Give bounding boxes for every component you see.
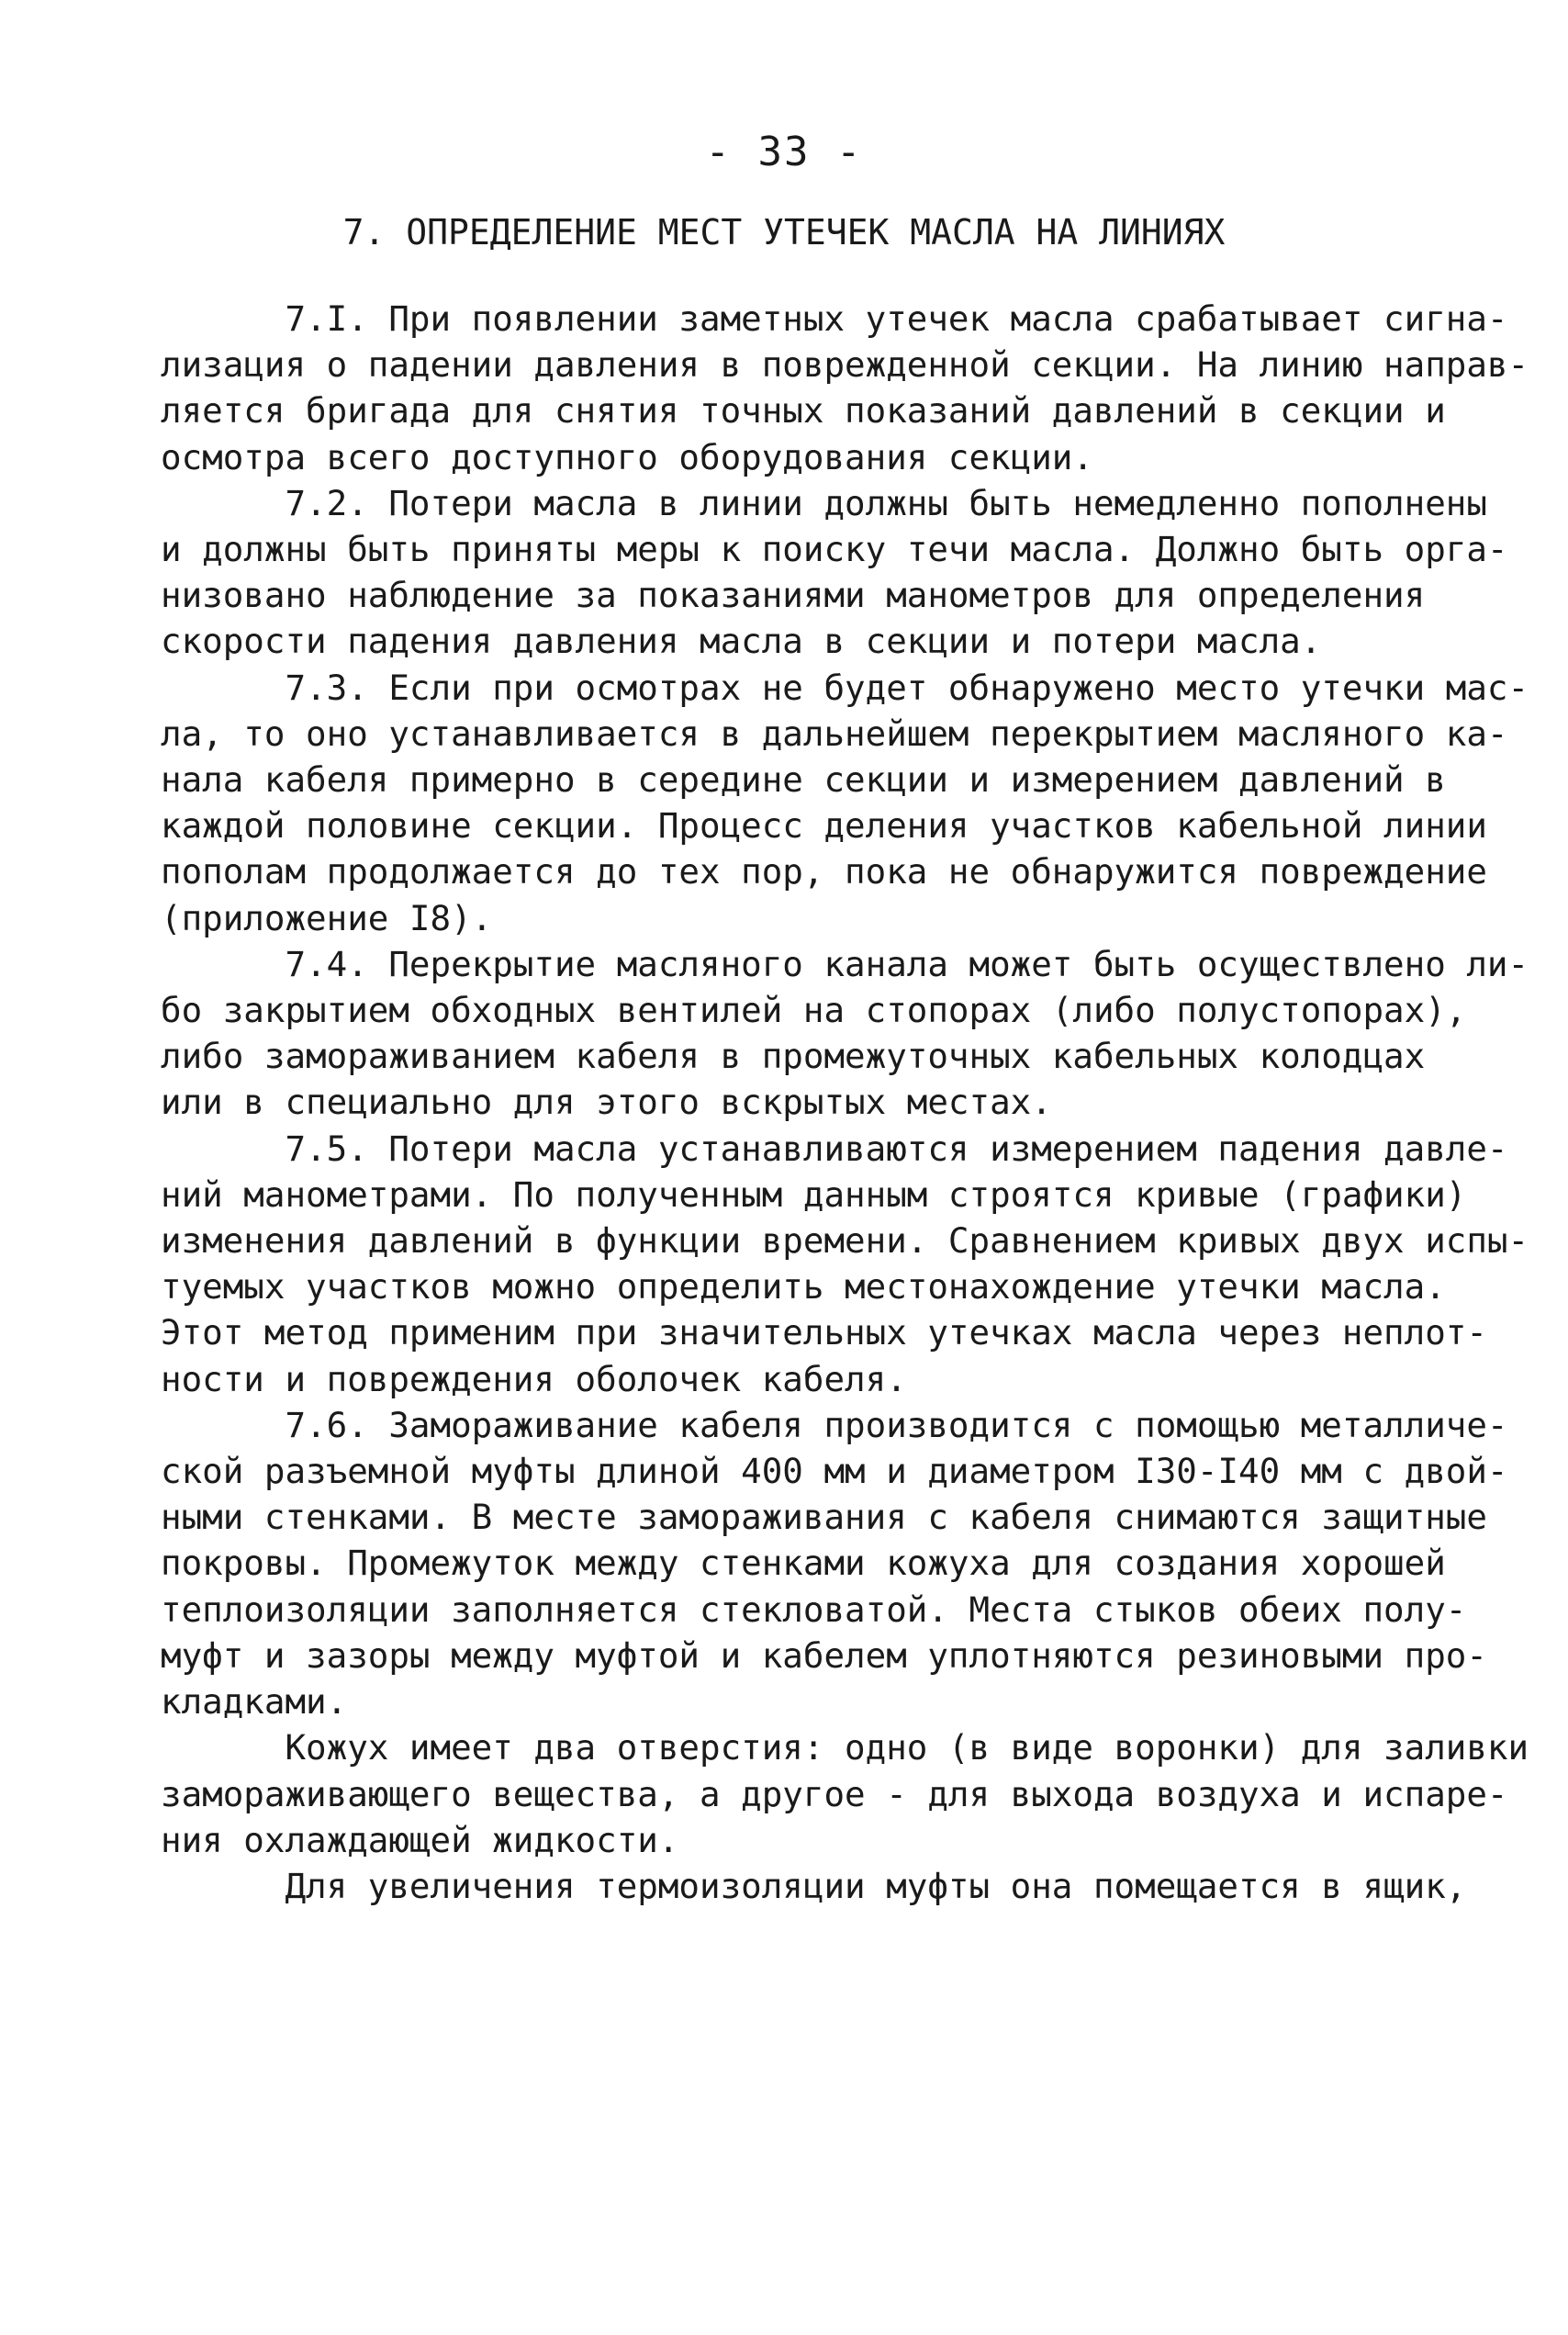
text-line: или в специально для этого вскрытых местах.: [161, 1082, 1052, 1123]
text-line: Кожух имеет два отверстия: одно (в виде воронки) для заливки: [161, 1727, 1529, 1768]
text-line: теплоизоляции заполняется стекловатой. Места стыков обеих полу-: [161, 1588, 1467, 1630]
text-line: нала кабеля примерно в середине секции и измерением давлений в: [161, 759, 1446, 801]
text-line: ности и повреждения оболочек кабеля.: [161, 1358, 907, 1399]
section-title: 7. ОПРЕДЕЛЕНИЕ МЕСТ УТЕЧЕК МАСЛА НА ЛИНИЯХ: [342, 212, 1226, 253]
text-line: бо закрытием обходных вентилей на стопорах (либо полустопорах),: [161, 990, 1467, 1031]
text-line: скорости падения давления масла в секции и потери масла.: [161, 621, 1322, 662]
text-line: и должны быть приняты меры к поиску течи масла. Должно быть орга-: [161, 529, 1508, 570]
text-line: кладками.: [161, 1681, 348, 1723]
text-line: пополам продолжается до тех пор, пока не обнаружится повреждение: [161, 851, 1487, 892]
text-line: изменения давлений в функции времени. Сравнением кривых двух испы-: [161, 1220, 1529, 1262]
text-line: 7.2. Потери масла в линии должны быть немедленно пополнены: [161, 482, 1487, 523]
text-line: (приложение I8).: [161, 897, 493, 938]
text-line: муфт и зазоры между муфтой и кабелем уплотняются резиновыми про-: [161, 1634, 1487, 1676]
text-line: 7.5. Потери масла устанавливаются измерением падения давле-: [161, 1128, 1508, 1169]
text-line: замораживающего вещества, а другое - для выхода воздуха и испаре-: [161, 1773, 1508, 1814]
text-line: Этот метод применим при значительных утечках масла через неплот-: [161, 1312, 1487, 1353]
body-text: [161, 296, 1529, 1909]
text-line: низовано наблюдение за показаниями манометров для определения: [161, 575, 1426, 616]
text-line: либо замораживанием кабеля в промежуточных кабельных колодцах: [161, 1036, 1426, 1077]
text-line: ными стенками. В месте замораживания с кабеля снимаются защитные: [161, 1497, 1487, 1538]
page-number: - 33 -: [705, 129, 863, 175]
text-line: 7.6. Замораживание кабеля производится с помощью металличе-: [161, 1404, 1508, 1445]
text-line: ния охлаждающей жидкости.: [161, 1819, 679, 1860]
text-line: 7.I. При появлении заметных утечек масла срабатывает сигна-: [161, 298, 1508, 339]
text-line: 7.4. Перекрытие масляного канала может быть осуществлено ли-: [161, 943, 1529, 984]
text-line: ской разъемной муфты длиной 400 мм и диаметром I30-I40 мм с двой-: [161, 1451, 1508, 1492]
text-line: лизация о падении давления в поврежденной секции. На линию направ-: [161, 344, 1529, 386]
text-line: ла, то оно устанавливается в дальнейшем перекрытием масляного ка-: [161, 713, 1508, 754]
text-line: ляется бригада для снятия точных показаний давлений в секции и: [161, 390, 1446, 432]
text-line: ний манометрами. По полученным данным строятся кривые (графики): [161, 1173, 1467, 1215]
text-line: Для увеличения термоизоляции муфты она помещается в ящик,: [161, 1865, 1467, 1906]
text-line: покровы. Промежуток между стенками кожуха для создания хорошей: [161, 1543, 1446, 1584]
text-line: осмотра всего доступного оборудования секции.: [161, 436, 1093, 477]
text-line: каждой половине секции. Процесс деления участков кабельной линии: [161, 805, 1487, 847]
text-line: 7.3. Если при осмотрах не будет обнаружено место утечки мас-: [161, 667, 1529, 708]
text-line: туемых участков можно определить местонахождение утечки масла.: [161, 1266, 1446, 1308]
